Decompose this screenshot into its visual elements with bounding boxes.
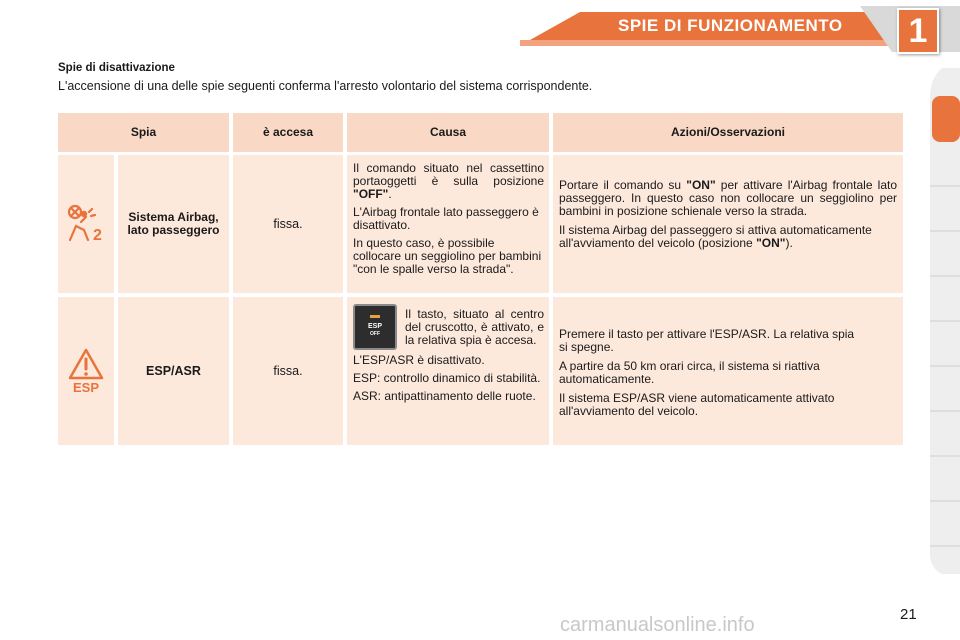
- esp-cause-text-1: Il tasto, situato al centro del cruscotto, è attivato, e la relativa spia è accesa.: [405, 307, 544, 347]
- column-header-azioni: Azioni/Osservazioni: [553, 113, 903, 152]
- airbag-cause-cell: [347, 155, 549, 293]
- esp-action-text-2: A partire da 50 km orari circa, il sistema si riattiva automaticamente.: [559, 359, 820, 386]
- esp-action-text-3: Il sistema ESP/ASR viene automaticamente attivato all'avviamento del veicolo.: [559, 391, 835, 418]
- page-number: 21: [900, 606, 917, 623]
- airbag-action-text-1-end: per attivare l'Airbag frontale lato passeggero. In questo caso non collocare un seggiolino per bambini in posizione schienale verso la strada.: [559, 178, 897, 218]
- intro-text: L'accensione di una delle spie seguenti conferma l'arresto volontario del sistema corrispondente.: [58, 79, 593, 93]
- esp-button-label-1: ESP: [367, 323, 382, 330]
- esp-button-label-2: OFF: [370, 331, 380, 337]
- chapter-number-badge: 1: [897, 8, 939, 54]
- esp-state: fissa.: [233, 297, 343, 445]
- esp-cause-text-3: ESP: controllo dinamico di stabilità.: [353, 371, 541, 385]
- esp-button-led: [370, 315, 380, 318]
- esp-icon-label: ESP: [72, 379, 99, 395]
- airbag-cause-text-1-end: .: [388, 187, 392, 201]
- column-header-spia: Spia: [58, 113, 229, 152]
- airbag-cause-text-1: Il comando situato nel cassettino portaoggetti è sulla posizione: [353, 161, 544, 188]
- airbag-state: fissa.: [233, 155, 343, 293]
- esp-cause-cell: [347, 297, 549, 445]
- airbag-system-name: Sistema Airbag, lato passeggero: [118, 155, 229, 293]
- airbag-actions-cell: [553, 155, 903, 293]
- section-heading: Spie di disattivazione: [58, 62, 175, 74]
- watermark: carmanualsonline.info: [560, 614, 755, 636]
- airbag-passenger-off-icon: [64, 204, 108, 244]
- airbag-on-label: "ON": [686, 178, 716, 192]
- esp-icon-cell: [58, 297, 114, 445]
- airbag-off-label: "OFF": [353, 187, 389, 201]
- page-title: SPIE DI FUNZIONAMENTO: [618, 16, 843, 35]
- airbag-action-text-1: Portare il comando su: [559, 178, 687, 192]
- chapter-tabs: [928, 68, 960, 574]
- svg-text:2: 2: [93, 227, 102, 244]
- column-header-accesa: è accesa: [233, 113, 343, 152]
- column-header-causa: Causa: [347, 113, 549, 152]
- esp-action-text-1: Premere il tasto per attivare l'ESP/ASR. La relativa spia si spegne.: [559, 327, 855, 354]
- airbag-action-text-2: Il sistema Airbag del passeggero si attiva automaticamente all'avviamento del veicolo (posizione: [559, 223, 872, 250]
- airbag-cause-text-3: In questo caso, è possibile collocare un seggiolino per bambini "con le spalle verso la strada".: [353, 236, 542, 276]
- esp-warning-icon: [68, 348, 104, 380]
- airbag-on-label-2: "ON": [756, 236, 786, 250]
- airbag-action-text-2-end: ).: [785, 236, 793, 250]
- esp-system-name: ESP/ASR: [118, 297, 229, 445]
- airbag-cause-text-2: L'Airbag frontale lato passeggero è disattivato.: [353, 205, 539, 232]
- esp-cause-text-4: ASR: antipattinamento delle ruote.: [353, 389, 536, 403]
- esp-cause-text-2: L'ESP/ASR è disattivato.: [353, 353, 485, 367]
- esp-actions-cell: [553, 297, 903, 445]
- airbag-icon-cell: [58, 155, 114, 293]
- esp-off-button-icon: [353, 304, 397, 350]
